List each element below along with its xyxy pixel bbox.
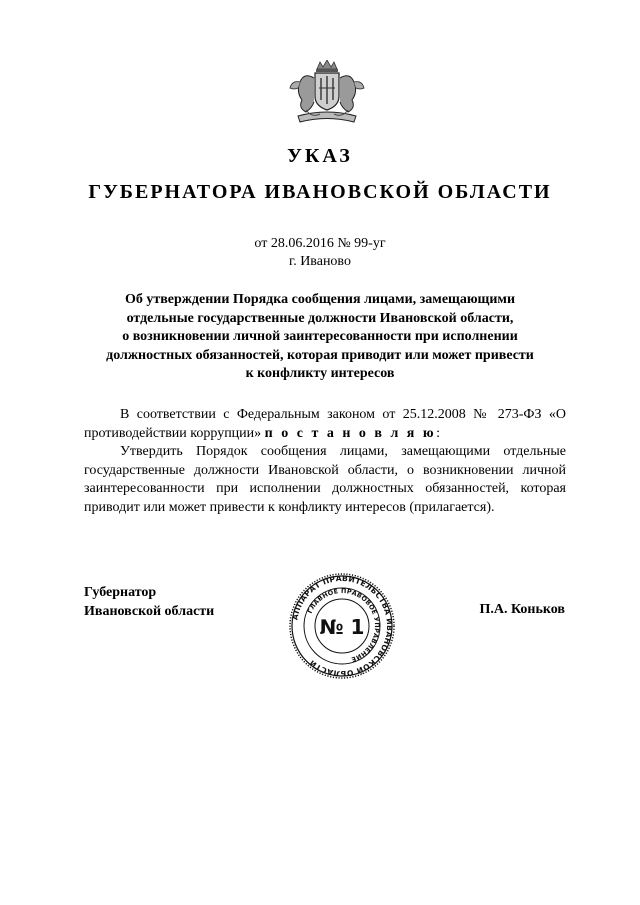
city: г. Иваново: [289, 254, 351, 269]
position-line: Губернатор: [84, 585, 157, 600]
coat-of-arms-icon: [286, 60, 368, 126]
document-body: [84, 406, 566, 517]
official-seal: [288, 572, 396, 680]
seal-outer-text: АППАРАТ ПРАВИТЕЛЬСТВА ИВАНОВСКОЙ ОБЛАСТИ: [290, 573, 395, 679]
document-title: УКАЗ: [287, 145, 353, 167]
paragraph-text: В соответствии с Федеральным законом от 25.12.2008 № 273-ФЗ «О противодействии коррупции»: [84, 407, 566, 441]
document-subject: [80, 291, 560, 384]
subject-line: о возникновении личной заинтересованности при исполнении: [122, 329, 518, 344]
document-subtitle: ГУБЕРНАТОРА ИВАНОВСКОЙ ОБЛАСТИ: [88, 181, 552, 203]
seal-number: № 1: [319, 615, 365, 639]
body-paragraph: [84, 406, 566, 443]
body-paragraph: Утвердить Порядок сообщения лицами, замещающими отдельные государственные должности Ивановской области, о возникновении личной заинтересованности при исполнении должностных обязанностей, которая приводит или может привести к конфликту интересов (прилагается).: [84, 444, 566, 515]
subject-line: отдельные государственные должности Ивановской области,: [126, 310, 514, 326]
date-number: от 28.06.2016 № 99-уг: [254, 236, 386, 251]
subject-line: должностных обязанностей, которая приводит или может привести: [106, 347, 534, 363]
signatory-name: П.А. Коньков: [479, 602, 565, 617]
subject-line: к конфликту интересов: [245, 366, 395, 381]
subject-line: Об утверждении Порядка сообщения лицами, замещающими: [124, 292, 516, 307]
signature-position: [84, 583, 214, 621]
position-line: Ивановской области: [84, 604, 215, 619]
resolution-word: п о с т а н о в л я ю: [264, 425, 437, 441]
seal-inner-text: ГЛАВНОЕ ПРАВОВОЕ УПРАВЛЕНИЕ: [305, 586, 382, 664]
paragraph-end: :: [436, 425, 440, 441]
